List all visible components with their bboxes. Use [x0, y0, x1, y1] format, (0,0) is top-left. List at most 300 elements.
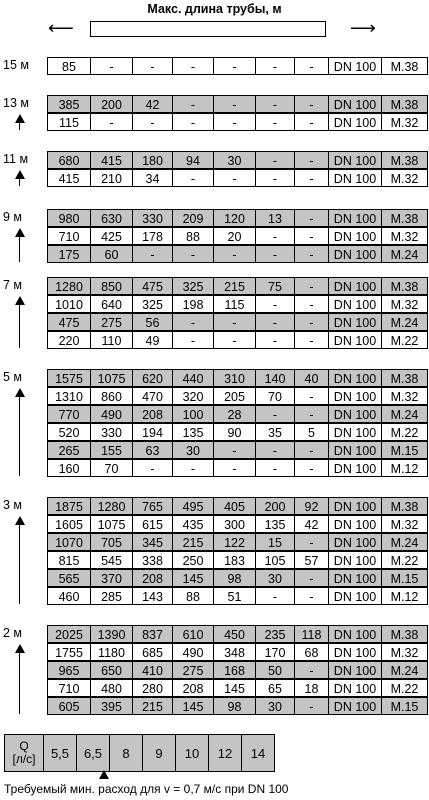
dn-cell: DN 100 [328, 331, 382, 349]
height-label: 15 м [3, 58, 29, 72]
length-cell: 370 [90, 569, 133, 587]
model-cell: M.15 [381, 697, 428, 715]
length-cell: 145 [213, 679, 256, 697]
length-cell: 51 [213, 587, 256, 605]
length-cell: 194 [132, 423, 173, 441]
dn-cell: DN 100 [328, 459, 382, 477]
flow-rate-value: 5,5 [43, 734, 77, 772]
height-label: 11 м [3, 152, 29, 166]
length-cell: 705 [90, 533, 133, 551]
length-cell: 1605 [47, 515, 91, 533]
model-cell: M.24 [381, 661, 428, 679]
length-cell: 208 [132, 569, 173, 587]
length-cell: - [172, 245, 214, 263]
length-cell: 345 [132, 533, 173, 551]
length-cell: - [255, 151, 295, 169]
length-cell: 13 [255, 209, 295, 227]
length-cell: 425 [90, 227, 133, 245]
length-cell: 75 [255, 277, 295, 295]
length-cell: 410 [132, 661, 173, 679]
dn-cell: DN 100 [328, 169, 382, 187]
dn-cell: DN 100 [328, 227, 382, 245]
length-cell: 18 [294, 679, 329, 697]
table-row [47, 569, 428, 587]
length-cell: 1070 [47, 533, 91, 551]
length-cell: 215 [132, 697, 173, 715]
length-cell: 685 [132, 643, 173, 661]
model-cell: M.22 [381, 331, 428, 349]
length-cell: 208 [132, 405, 173, 423]
height-label: 13 м [3, 96, 29, 110]
length-cell: 837 [132, 625, 173, 643]
dn-cell: DN 100 [328, 551, 382, 569]
length-cell: 490 [172, 643, 214, 661]
model-cell: M.38 [381, 625, 428, 643]
length-cell: 180 [132, 151, 173, 169]
arrow-shaft [19, 396, 20, 476]
table-row [47, 533, 428, 551]
dn-cell: DN 100 [328, 679, 382, 697]
length-cell: 330 [90, 423, 133, 441]
length-cell: 205 [213, 387, 256, 405]
length-cell: 405 [213, 497, 256, 515]
model-cell: M.22 [381, 679, 428, 697]
length-cell: 300 [213, 515, 256, 533]
length-cell: 275 [172, 661, 214, 679]
arrow-shaft [19, 304, 20, 348]
flow-rate-row [4, 734, 275, 772]
model-cell: M.38 [381, 369, 428, 387]
length-cell: 210 [90, 169, 133, 187]
flow-rate-unit: [л/с] [12, 752, 36, 766]
length-cell: - [213, 95, 256, 113]
length-cell: 765 [132, 497, 173, 515]
length-cell: 1280 [90, 497, 133, 515]
length-cell: - [294, 313, 329, 331]
length-cell: - [294, 459, 329, 477]
model-cell: M.15 [381, 441, 428, 459]
length-cell: - [90, 113, 133, 131]
height-label: 5 м [3, 370, 23, 384]
model-cell: M.38 [381, 497, 428, 515]
length-cell: 118 [294, 625, 329, 643]
flow-rate-value: 10 [175, 734, 209, 772]
length-cell: 395 [90, 697, 133, 715]
model-cell: M.38 [381, 277, 428, 295]
length-cell: - [213, 459, 256, 477]
flow-rate-value: 9 [142, 734, 176, 772]
length-cell: 140 [255, 369, 295, 387]
length-cell: - [213, 441, 256, 459]
length-cell: - [172, 95, 214, 113]
arrow-shaft [19, 652, 20, 714]
length-cell: 60 [90, 245, 133, 263]
model-cell: M.15 [381, 569, 428, 587]
arrow-shaft [19, 524, 20, 604]
length-cell: 168 [213, 661, 256, 679]
length-cell: - [255, 313, 295, 331]
flow-rate-value: 6,5 [76, 734, 110, 772]
model-cell: M.32 [381, 113, 428, 131]
table-row [47, 459, 428, 477]
length-cell: - [294, 387, 329, 405]
dn-cell: DN 100 [328, 441, 382, 459]
length-cell: 475 [47, 313, 91, 331]
length-cell: 28 [213, 405, 256, 423]
length-cell: 348 [213, 643, 256, 661]
length-cell: 40 [294, 369, 329, 387]
length-cell: 20 [213, 227, 256, 245]
length-cell: - [255, 227, 295, 245]
flow-rate-value: 12 [208, 734, 242, 772]
length-cell: 70 [90, 459, 133, 477]
table-row [47, 679, 428, 697]
length-cell: - [90, 57, 133, 75]
length-cell: 90 [213, 423, 256, 441]
arrow-right-icon: ⟶ [350, 18, 376, 38]
dn-cell: DN 100 [328, 369, 382, 387]
length-cell: 710 [47, 679, 91, 697]
table-row [47, 113, 428, 131]
height-label: 7 м [3, 278, 23, 292]
table-row [47, 387, 428, 405]
dn-cell: DN 100 [328, 245, 382, 263]
page-title: Макс. длина трубы, м [147, 2, 282, 16]
length-cell: 338 [132, 551, 173, 569]
length-cell: 615 [132, 515, 173, 533]
length-cell: 470 [132, 387, 173, 405]
length-cell: 980 [47, 209, 91, 227]
length-cell: - [213, 169, 256, 187]
length-cell: 280 [132, 679, 173, 697]
length-cell: 265 [47, 441, 91, 459]
length-cell: 65 [255, 679, 295, 697]
length-cell: 115 [213, 295, 256, 313]
length-cell: 1310 [47, 387, 91, 405]
table-row [47, 151, 428, 169]
length-cell: - [132, 459, 173, 477]
length-cell: 34 [132, 169, 173, 187]
length-cell: 325 [132, 295, 173, 313]
model-cell: M.12 [381, 587, 428, 605]
length-cell: - [132, 113, 173, 131]
length-cell: 2025 [47, 625, 91, 643]
model-cell: M.32 [381, 515, 428, 533]
length-cell: 770 [47, 405, 91, 423]
length-cell: - [294, 209, 329, 227]
length-cell: 545 [90, 551, 133, 569]
dn-cell: DN 100 [328, 405, 382, 423]
table-row [47, 277, 428, 295]
length-cell: 5 [294, 423, 329, 441]
length-cell: 965 [47, 661, 91, 679]
length-cell: - [294, 587, 329, 605]
length-cell: 42 [294, 515, 329, 533]
model-cell: M.38 [381, 57, 428, 75]
length-cell: 56 [132, 313, 173, 331]
arrow-up-icon [15, 644, 25, 653]
length-cell: - [172, 459, 214, 477]
length-cell: - [213, 331, 256, 349]
length-cell: - [132, 57, 173, 75]
length-cell: - [294, 151, 329, 169]
dn-cell: DN 100 [328, 569, 382, 587]
length-cell: 415 [90, 151, 133, 169]
length-cell: 480 [90, 679, 133, 697]
length-cell: 565 [47, 569, 91, 587]
length-cell: - [255, 459, 295, 477]
arrow-shaft [19, 236, 20, 262]
length-cell: 143 [132, 587, 173, 605]
length-cell: 650 [90, 661, 133, 679]
length-cell: 325 [172, 277, 214, 295]
table-row [47, 625, 428, 643]
length-cell: - [172, 57, 214, 75]
length-cell: 35 [255, 423, 295, 441]
table-row [47, 587, 428, 605]
length-cell: 200 [90, 95, 133, 113]
length-cell: 680 [47, 151, 91, 169]
length-cell: 88 [172, 587, 214, 605]
length-cell: 100 [172, 405, 214, 423]
length-cell: 1390 [90, 625, 133, 643]
length-cell: - [172, 113, 214, 131]
length-cell: 215 [172, 533, 214, 551]
length-cell: 1875 [47, 497, 91, 515]
length-cell: 208 [172, 679, 214, 697]
length-cell: 475 [132, 277, 173, 295]
length-cell: 1075 [90, 369, 133, 387]
arrow-up-icon [15, 296, 25, 305]
length-cell: 285 [90, 587, 133, 605]
length-cell: 320 [172, 387, 214, 405]
length-cell: 1575 [47, 369, 91, 387]
length-cell: 1280 [47, 277, 91, 295]
height-label: 2 м [3, 626, 23, 640]
length-cell: - [213, 113, 256, 131]
dn-cell: DN 100 [328, 533, 382, 551]
length-cell: - [294, 245, 329, 263]
table-row [47, 369, 428, 387]
dn-cell: DN 100 [328, 277, 382, 295]
table-row [47, 405, 428, 423]
model-cell: M.12 [381, 459, 428, 477]
arrow-up-icon [15, 228, 25, 237]
length-cell: 178 [132, 227, 173, 245]
length-cell: 135 [172, 423, 214, 441]
length-cell: 235 [255, 625, 295, 643]
length-cell: 490 [90, 405, 133, 423]
dn-cell: DN 100 [328, 209, 382, 227]
length-cell: 1075 [90, 515, 133, 533]
model-cell: M.32 [381, 387, 428, 405]
dn-cell: DN 100 [328, 151, 382, 169]
table-row [47, 697, 428, 715]
length-cell: 145 [172, 569, 214, 587]
length-cell: 155 [90, 441, 133, 459]
table-row [47, 515, 428, 533]
length-cell: 610 [172, 625, 214, 643]
length-cell: 68 [294, 643, 329, 661]
length-cell: - [294, 227, 329, 245]
table-row [47, 169, 428, 187]
length-cell: 135 [255, 515, 295, 533]
length-cell: 145 [172, 697, 214, 715]
model-cell: M.24 [381, 313, 428, 331]
length-cell: 250 [172, 551, 214, 569]
length-cell: 115 [47, 113, 91, 131]
table-row [47, 57, 428, 75]
arrow-up-icon [99, 770, 109, 779]
length-cell: 170 [255, 643, 295, 661]
length-cell: 198 [172, 295, 214, 313]
length-cell: - [172, 331, 214, 349]
length-cell: 110 [90, 331, 133, 349]
length-cell: 630 [90, 209, 133, 227]
arrow-shaft [19, 178, 20, 186]
length-cell: - [294, 57, 329, 75]
dn-cell: DN 100 [328, 625, 382, 643]
length-cell: 15 [255, 533, 295, 551]
length-cell: - [294, 113, 329, 131]
length-cell: 860 [90, 387, 133, 405]
table-row [47, 209, 428, 227]
length-cell: - [294, 331, 329, 349]
table-row [47, 95, 428, 113]
length-cell: - [294, 95, 329, 113]
length-cell: 122 [213, 533, 256, 551]
dn-cell: DN 100 [328, 587, 382, 605]
length-cell: - [213, 245, 256, 263]
dn-cell: DN 100 [328, 515, 382, 533]
table-row [47, 551, 428, 569]
length-cell: - [255, 587, 295, 605]
model-cell: M.38 [381, 209, 428, 227]
dn-cell: DN 100 [328, 295, 382, 313]
table-row [47, 331, 428, 349]
model-cell: M.38 [381, 151, 428, 169]
length-cell: - [172, 313, 214, 331]
length-cell: - [255, 95, 295, 113]
flow-rate-value: 8 [109, 734, 143, 772]
model-cell: M.32 [381, 643, 428, 661]
model-cell: M.24 [381, 405, 428, 423]
length-cell: 175 [47, 245, 91, 263]
height-label: 3 м [3, 498, 23, 512]
length-cell: - [213, 313, 256, 331]
length-bar [90, 21, 326, 37]
length-cell: 30 [255, 697, 295, 715]
table-row [47, 423, 428, 441]
length-cell: 57 [294, 551, 329, 569]
length-cell: - [213, 57, 256, 75]
length-cell: - [294, 661, 329, 679]
length-cell: 160 [47, 459, 91, 477]
length-cell: - [255, 405, 295, 423]
length-cell: 49 [132, 331, 173, 349]
dn-cell: DN 100 [328, 313, 382, 331]
footnote: Требуемый мин. расход для v = 0,7 м/с при DN 100 [4, 782, 289, 796]
length-cell: 70 [255, 387, 295, 405]
length-cell: - [294, 441, 329, 459]
length-cell: - [294, 569, 329, 587]
table-row [47, 643, 428, 661]
length-cell: - [255, 169, 295, 187]
length-cell: 98 [213, 697, 256, 715]
length-cell: 1755 [47, 643, 91, 661]
height-label: 9 м [3, 210, 23, 224]
dn-cell: DN 100 [328, 643, 382, 661]
flow-rate-header [4, 734, 44, 772]
arrow-shaft [19, 122, 20, 130]
length-cell: 30 [213, 151, 256, 169]
length-cell: 215 [213, 277, 256, 295]
length-cell: - [255, 441, 295, 459]
length-cell: 50 [255, 661, 295, 679]
dn-cell: DN 100 [328, 113, 382, 131]
dn-cell: DN 100 [328, 57, 382, 75]
dn-cell: DN 100 [328, 423, 382, 441]
flow-rate-value: 14 [241, 734, 275, 772]
length-cell: 460 [47, 587, 91, 605]
length-cell: - [294, 697, 329, 715]
length-cell: 850 [90, 277, 133, 295]
length-cell: 30 [255, 569, 295, 587]
length-cell: 209 [172, 209, 214, 227]
table-row [47, 227, 428, 245]
model-cell: M.32 [381, 227, 428, 245]
length-cell: - [255, 57, 295, 75]
length-cell: 520 [47, 423, 91, 441]
model-cell: M.24 [381, 533, 428, 551]
flow-rate-symbol: Q [19, 739, 29, 753]
length-cell: 200 [255, 497, 295, 515]
length-cell: 495 [172, 497, 214, 515]
length-cell: 710 [47, 227, 91, 245]
table-row [47, 441, 428, 459]
arrow-left-icon: ⟵ [48, 18, 74, 38]
length-cell: 98 [213, 569, 256, 587]
length-cell: - [255, 331, 295, 349]
dn-cell: DN 100 [328, 661, 382, 679]
table-row [47, 295, 428, 313]
length-cell: 620 [132, 369, 173, 387]
length-cell: - [172, 169, 214, 187]
model-cell: M.22 [381, 551, 428, 569]
length-cell: 88 [172, 227, 214, 245]
length-cell: 640 [90, 295, 133, 313]
arrow-up-icon [15, 516, 25, 525]
model-cell: M.22 [381, 423, 428, 441]
length-cell: - [255, 113, 295, 131]
length-cell: 330 [132, 209, 173, 227]
table-row [47, 661, 428, 679]
length-cell: 385 [47, 95, 91, 113]
length-cell: 415 [47, 169, 91, 187]
length-cell: 450 [213, 625, 256, 643]
length-cell: 815 [47, 551, 91, 569]
length-cell: - [132, 245, 173, 263]
dn-cell: DN 100 [328, 387, 382, 405]
length-cell: 94 [172, 151, 214, 169]
length-cell: 183 [213, 551, 256, 569]
length-cell: 92 [294, 497, 329, 515]
model-cell: M.38 [381, 95, 428, 113]
table-row [47, 245, 428, 263]
length-cell: - [294, 405, 329, 423]
length-cell: 605 [47, 697, 91, 715]
length-cell: 435 [172, 515, 214, 533]
